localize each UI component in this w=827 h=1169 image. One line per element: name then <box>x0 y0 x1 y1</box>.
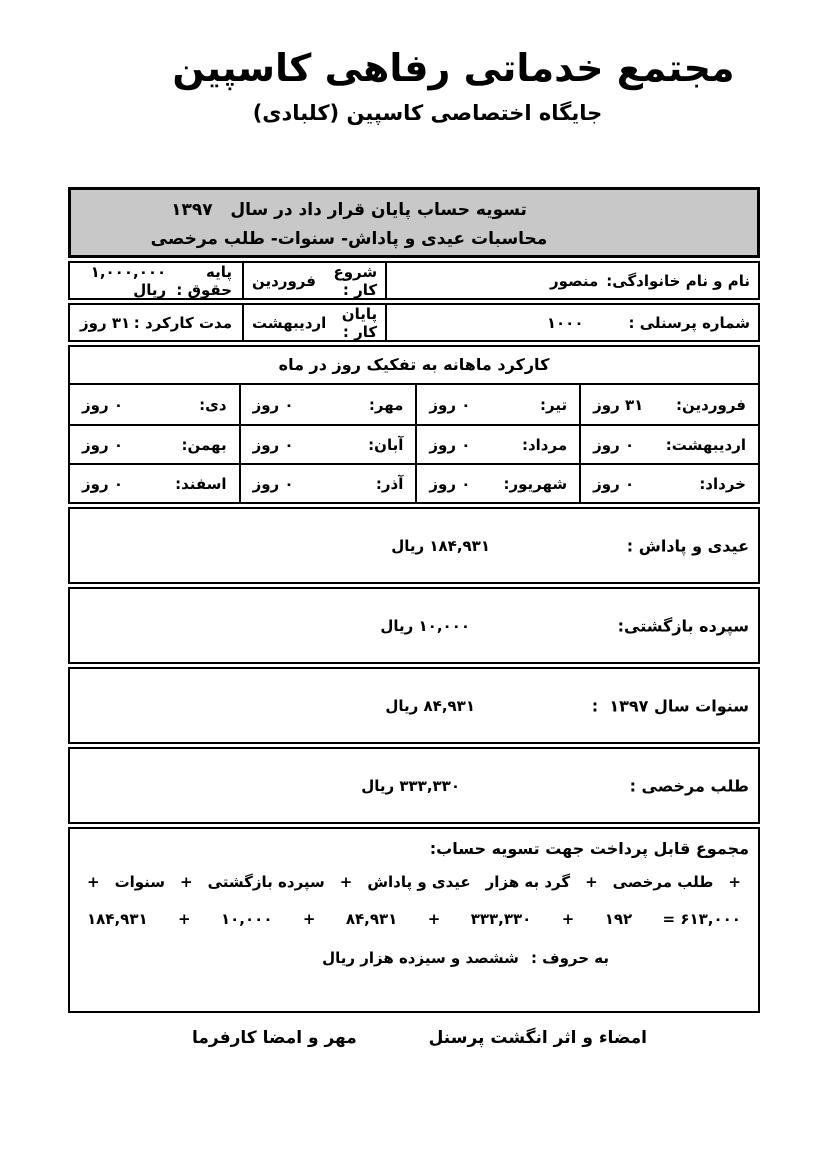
month-value: ۰ روز <box>429 435 471 454</box>
month-value: ۰ روز <box>429 474 471 493</box>
total-payable-box <box>68 827 760 1013</box>
month-cell-azar <box>239 463 416 502</box>
month-cell-farvardin <box>579 385 758 424</box>
month-label: اردیبهشت: <box>665 435 746 454</box>
eidi-bonus-box <box>68 507 760 584</box>
month-value: ۰ روز <box>82 395 124 414</box>
personnel-signature-label: امضاء و اثر انگشت پرسنل <box>428 1028 647 1048</box>
seniority-label: سنوات سال ۱۳۹۷ : <box>591 696 749 715</box>
month-cell-aban <box>239 424 416 463</box>
month-label: مهر: <box>368 395 404 414</box>
full-name-value: منصور <box>550 271 599 290</box>
month-label: فروردین: <box>676 395 746 414</box>
full-name-cell <box>385 263 758 298</box>
month-cell-ordibehesht <box>579 424 758 463</box>
formula-value-token: ۱۰,۰۰۰ <box>221 910 273 928</box>
formula-label-token: + <box>585 873 598 891</box>
formula-label-token: گرد به هزار <box>485 873 571 891</box>
month-label: اسفند: <box>175 474 227 493</box>
work-duration-value: ۳۱ روز <box>80 313 131 332</box>
document-title-box <box>68 187 760 258</box>
formula-label-token: سنوات <box>114 873 166 891</box>
eidi-bonus-label: عیدی و پاداش : <box>626 536 749 555</box>
month-cell-dey <box>70 385 239 424</box>
amount-in-words-value: ششصد و سیزده هزار ریال <box>322 949 519 967</box>
formula-label-token: + <box>728 873 741 891</box>
eidi-bonus-value: ۱۸۴,۹۳۱ ریال <box>391 536 490 555</box>
month-cell-bahman <box>70 424 239 463</box>
amount-in-words <box>79 949 749 967</box>
returned-deposit-value: ۱۰,۰۰۰ ریال <box>380 616 470 635</box>
month-value: ۰ روز <box>429 395 471 414</box>
work-end-label: پایان کار : <box>341 304 378 341</box>
document-title-line2: محاسبات عیدی و پاداش- سنوات- طلب مرخصی <box>150 229 548 249</box>
month-label: شهریور: <box>503 474 568 493</box>
returned-deposit-box <box>68 587 760 664</box>
work-start-label: شروع کار : <box>333 262 378 299</box>
seniority-value: ۸۴,۹۳۱ ریال <box>385 696 475 715</box>
company-subtitle-calligraphy: جایگاه اختصاصی کاسپین (کلبادی) <box>252 101 603 125</box>
base-salary-value: ۱,۰۰۰,۰۰۰ ریال <box>90 262 167 299</box>
month-value: ۳۱ روز <box>593 395 644 414</box>
letterhead <box>0 40 827 125</box>
formula-label-token: طلب مرخصی <box>612 873 714 891</box>
work-start-value: فروردین <box>252 271 316 290</box>
formula-value-token: = ۶۱۳,۰۰۰ <box>662 910 741 928</box>
leave-claim-value: ۳۳۳,۳۳۰ ریال <box>361 776 460 795</box>
month-value: ۰ روز <box>593 474 635 493</box>
month-label: مرداد: <box>521 435 568 454</box>
month-label: خرداد: <box>699 474 746 493</box>
settlement-form <box>68 187 760 1013</box>
leave-claim-box <box>68 747 760 824</box>
month-value: ۰ روز <box>252 395 294 414</box>
formula-label-token: + <box>339 873 353 891</box>
formula-label-token: عیدی و پاداش <box>367 873 471 891</box>
work-duration-cell <box>70 305 242 340</box>
work-end-cell <box>242 305 385 340</box>
info-row-1 <box>68 261 760 300</box>
employer-signature-label: مهر و امضا کارفرما <box>192 1028 357 1048</box>
work-duration-label: مدت کارکرد : <box>133 313 233 332</box>
formula-value-token: ۱۹۲ <box>604 910 633 928</box>
formula-value-token: ۸۴,۹۳۱ <box>345 910 398 928</box>
month-value: ۰ روز <box>252 435 294 454</box>
month-cell-tir <box>415 385 579 424</box>
month-cell-esfand <box>70 463 239 502</box>
formula-values-row <box>79 910 749 928</box>
formula-value-token: ۳۳۳,۳۳۰ <box>470 910 532 928</box>
month-cell-khordad <box>579 463 758 502</box>
work-start-cell <box>242 263 385 298</box>
month-label: دی: <box>199 395 227 414</box>
monthly-worklog-header: کارکرد ماهانه به تفکیک روز در ماه <box>70 347 758 385</box>
formula-value-token: + <box>561 910 575 928</box>
month-cell-mordad <box>415 424 579 463</box>
personnel-number-label: شماره پرسنلی : <box>628 313 750 332</box>
month-value: ۰ روز <box>593 435 635 454</box>
month-label: بهمن: <box>181 435 227 454</box>
monthly-worklog-grid <box>70 385 758 502</box>
formula-value-token: + <box>178 910 191 928</box>
formula-label-token: + <box>87 873 100 891</box>
month-cell-shahrivar <box>415 463 579 502</box>
monthly-worklog-section <box>68 345 760 504</box>
month-value: ۰ روز <box>82 474 124 493</box>
month-label: آبان: <box>368 435 404 454</box>
month-label: تیر: <box>540 395 568 414</box>
total-payable-header: مجموع قابل پرداخت جهت تسویه حساب: <box>429 839 749 858</box>
personnel-number-cell <box>385 305 758 340</box>
base-salary-label: پایه حقوق : <box>176 262 233 299</box>
seniority-box <box>68 667 760 744</box>
amount-in-words-label: به حروف : <box>530 949 609 967</box>
formula-label-token: + <box>180 873 193 891</box>
document-title-line1: تسویه حساب پایان قرار داد در سال ۱۳۹۷ <box>171 200 527 220</box>
signature-footer <box>0 1028 827 1058</box>
formula-value-token: ۱۸۴,۹۳۱ <box>87 910 148 928</box>
formula-value-token: + <box>427 910 441 928</box>
leave-claim-label: طلب مرخصی : <box>629 776 749 795</box>
month-value: ۰ روز <box>252 474 294 493</box>
month-value: ۰ روز <box>82 435 124 454</box>
month-label: آذر: <box>375 474 404 493</box>
month-cell-mehr <box>239 385 416 424</box>
work-end-value: اردیبهشت <box>252 313 327 332</box>
company-name-calligraphy: مجتمع خدماتی رفاهی کاسپین <box>172 46 735 90</box>
full-name-label: نام و نام خانوادگی: <box>606 271 750 290</box>
base-salary-cell <box>70 263 242 298</box>
formula-labels-row <box>79 873 749 891</box>
formula-label-token: سپرده بازگشتی <box>207 873 325 891</box>
returned-deposit-label: سپرده بازگشتی: <box>617 616 749 635</box>
formula-value-token: + <box>302 910 316 928</box>
info-row-2 <box>68 303 760 342</box>
personnel-number-value: ۱۰۰۰ <box>546 313 584 332</box>
